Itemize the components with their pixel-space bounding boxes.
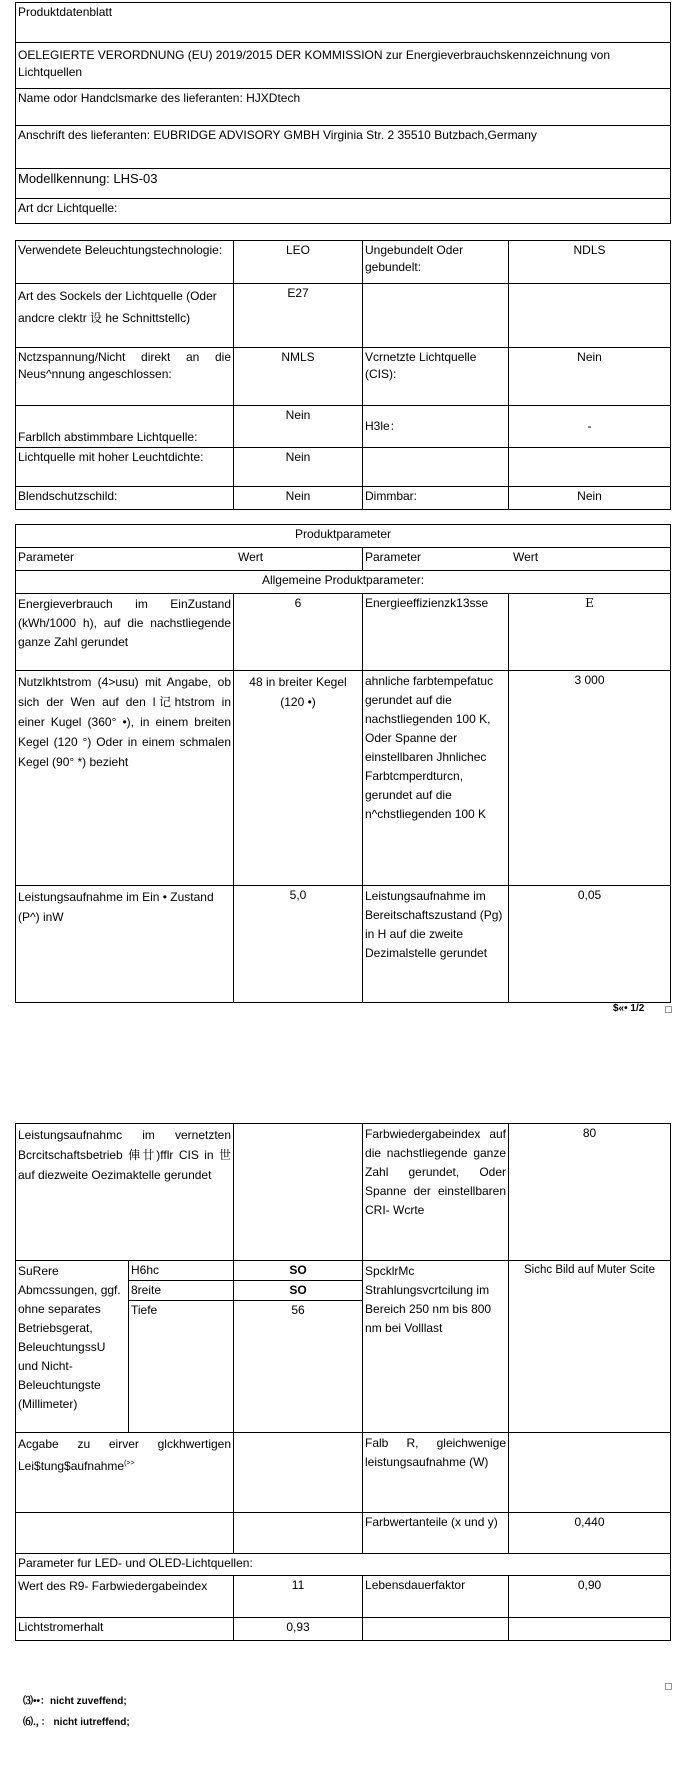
page-corner-mark [665, 1006, 672, 1013]
envelope-value: - [509, 406, 671, 448]
supplier-address: Anschrift des lieferanten: EUBRIDGE ADVISORY GMBH Virginia Str. 2 35510 Butzbach,Germany [16, 126, 671, 169]
anti-glare-value: Nein [234, 487, 363, 510]
light-source-type: Art dcr Lichtquelle: [16, 199, 671, 224]
empty-cell [234, 1513, 363, 1554]
general-parameters-heading: Allgemeine Produktparameter: [16, 571, 671, 594]
connected-value: Nein [509, 348, 671, 406]
lumen-maintenance-label: Lichtstromerhalt [16, 1618, 234, 1641]
product-parameters-heading: Produktparameter [16, 525, 671, 548]
width-value: SO [234, 1281, 363, 1301]
header-parameter-right: Parameter [365, 550, 422, 564]
height-value: SO [234, 1261, 363, 1281]
empty-cell [509, 284, 671, 348]
bundled-label: Ungebundelt Oder gebundelt: [363, 241, 509, 284]
luminous-flux-label: Nutzlkhtstrom (4>usu) mit Angabe, ob sich der Wen auf den l记htstrom in einer Kugel (360° •), in einem breiten Kegel (120 °) Oder in einem schmalen Kegel (90° *) bezieht [16, 671, 234, 886]
technology-value: LEO [234, 241, 363, 284]
high-luminance-label: Lichtquelle mit hoher Leuchtdichte: [16, 448, 234, 487]
attribute-table [15, 240, 670, 510]
envelope-label: H3le： [363, 406, 509, 448]
footnote-2: ⑹.，： nicht iutreffend; [23, 1717, 130, 1728]
header-parameter-left: Parameter [18, 550, 75, 564]
networked-standby-label: Leistungsaufnahmc im vernetzten Bcrcitschaftsbetrieb 俥廿)fflr CIS in 世 auf diezweite Oezimaktelle gerundet [16, 1124, 234, 1261]
page-number: $«• 1/2 [613, 1003, 645, 1014]
supplier-name: Name odor Handclsmarke des lieferanten: HJXDtech [16, 89, 671, 126]
connected-label: Vcrnetzte Lichtquelle (CIS): [363, 348, 509, 406]
equivalent-power-note: (>> [124, 1460, 135, 1467]
height-label: H6hc [129, 1261, 234, 1281]
model-identifier: Modellkennung: LHS-03 [16, 169, 671, 199]
header-value-right: Wert [513, 550, 539, 564]
on-mode-power-label: Leistungsaufnahme im Ein • Zustand (P^) inW [16, 886, 234, 1003]
cri-label: Farbwiedergabeindex auf die nachstliegende ganze Zahl gerundet, Oder Spanne der einstellbaren CRI- Wcrte [363, 1124, 509, 1261]
on-mode-power-value: 5,0 [234, 886, 363, 1003]
empty-cell [16, 1513, 234, 1554]
empty-cell [363, 448, 509, 487]
standby-power-value: 0,05 [509, 886, 671, 1003]
color-r-label: Falb R, gleichwenige leistungsaufnahme (W) [363, 1433, 509, 1513]
empty-cell [509, 1618, 671, 1641]
equivalent-power-label [16, 1433, 234, 1513]
efficiency-class-label: Energieeffizienzk13sse [363, 594, 509, 671]
dimensions-label: SuRere Abmcssungen, ggf. ohne separates Betriebsgerat, BeleuchtungssU und Nicht- Beleuchtungste (Millimeter) [16, 1261, 129, 1433]
standby-power-label: Leistungsaufnahme im Bereitschaftszustand (Pg) in H auf die zweite Dezimalstelle gerundet [363, 886, 509, 1003]
header-block [15, 2, 670, 224]
networked-standby-value [234, 1124, 363, 1261]
tunable-value: Nein [234, 406, 363, 448]
mains-value: NMLS [234, 348, 363, 406]
bundled-value: NDLS [509, 241, 671, 284]
efficiency-class-value: E [509, 594, 671, 671]
high-luminance-value: Nein [234, 448, 363, 487]
page2-table [15, 1123, 670, 1641]
empty-cell [363, 1618, 509, 1641]
header-right [363, 548, 671, 571]
r9-label: Wert des R9- Farbwiedergabeindex [16, 1576, 234, 1618]
survival-factor-value: 0,90 [509, 1576, 671, 1618]
width-label: 8reite [129, 1281, 234, 1301]
header-value-left: Wert [238, 550, 264, 564]
energy-consumption-value: 6 [234, 594, 363, 671]
footnote-1: ⑶••：nicht zuveffend; [23, 1696, 127, 1707]
socket-value: E27 [234, 284, 363, 348]
led-parameters-heading: Parameter fur LED- und OLED-Lichtquellen: [16, 1554, 671, 1576]
chromaticity-label: Farbwertanteile (x und y) [363, 1513, 509, 1554]
general-parameters-table [15, 593, 670, 1003]
survival-factor-label: Lebensdauerfaktor [363, 1576, 509, 1618]
socket-label: Art des Sockels der Lichtquelle (Oder andcre clektr 设 he Schnittstellc) [16, 284, 234, 348]
empty-cell [509, 1433, 671, 1513]
dimmable-value: Nein [509, 487, 671, 510]
header-left [16, 548, 363, 571]
cri-value: 80 [509, 1124, 671, 1261]
luminous-flux-value: 48 in breiter Kegel (120 •) [234, 671, 363, 886]
chromaticity-value: 0,440 [509, 1513, 671, 1554]
anti-glare-label: Blendschutzschild: [16, 487, 234, 510]
r9-value: 11 [234, 1576, 363, 1618]
energy-consumption-label: Energieverbrauch im EinZustand (kWh/1000 h), auf die nachstliegende ganze Zahl gerundet [16, 594, 234, 671]
dimmable-label: Dimmbar: [363, 487, 509, 510]
spectral-distribution-label: SpcklrMc Strahlungsvcrtcilung im Bereich 250 nm bis 800 nm bei Volllast [363, 1261, 509, 1433]
empty-cell [509, 448, 671, 487]
empty-cell [363, 284, 509, 348]
spectral-distribution-value: Sichc Bild auf Muter Scite [509, 1261, 671, 1433]
tunable-label: Farbllch abstimmbare Lichtquelle: [16, 406, 234, 448]
technology-label: Verwendete Beleuchtungstechnologie: [16, 241, 234, 284]
equivalent-power-text: Acgabe zu eirver glckhwertigen Lei$tung$aufnahme [18, 1437, 232, 1473]
page-corner-mark [665, 1683, 672, 1690]
empty-cell [234, 1433, 363, 1513]
color-temperature-label: ahnliche farbtempefatuc gerundet auf die nachstliegenden 100 K, Oder Spanne der einstellbaren Jhnlichec Farbtcmperdturcn, gerundet auf die n^chstliegenden 100 K [363, 671, 509, 886]
depth-value: 56 [234, 1301, 363, 1433]
parameter-headers [15, 524, 670, 594]
regulation-text: OELEGIERTE VERORDNUNG (EU) 2019/2015 DER KOMMISSION zur Energieverbrauchskennzeichnung von Lichtquellen [16, 43, 671, 89]
depth-label: Tiefe [129, 1301, 234, 1433]
color-temperature-value: 3 000 [509, 671, 671, 886]
page-title: Produktdatenblatt [16, 3, 671, 43]
mains-label: Nctzspannung/Nicht direkt an die Neus^nnung angeschlossen: [16, 348, 234, 406]
lumen-maintenance-value: 0,93 [234, 1618, 363, 1641]
